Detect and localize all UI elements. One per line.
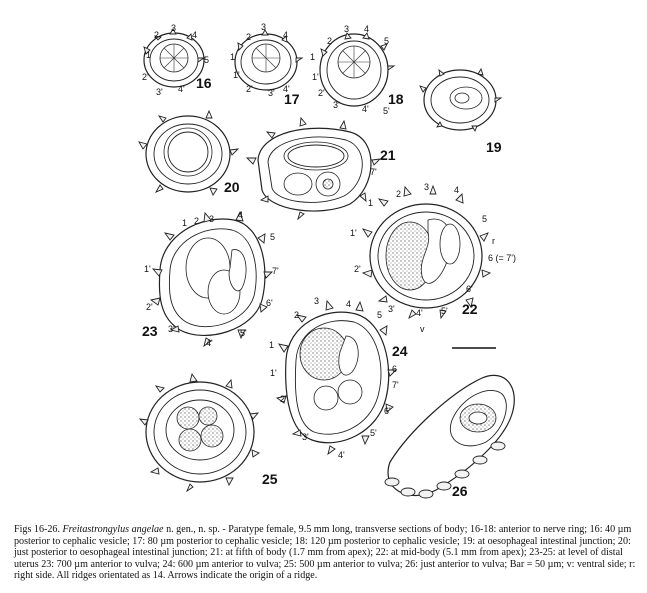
- svg-text:2: 2: [327, 36, 333, 46]
- svg-text:4': 4': [283, 84, 290, 94]
- svg-text:5: 5: [377, 310, 383, 320]
- svg-text:5': 5': [383, 106, 390, 116]
- fig-16-ridge-labels: 2: [154, 30, 160, 40]
- svg-text:1: 1: [182, 218, 188, 228]
- svg-text:19: 19: [486, 139, 502, 155]
- figure-26: [385, 375, 514, 499]
- svg-text:3: 3: [344, 24, 350, 34]
- svg-text:5: 5: [204, 55, 210, 65]
- svg-text:1': 1': [233, 70, 240, 80]
- svg-text:7': 7': [392, 380, 399, 390]
- svg-text:2: 2: [194, 216, 200, 226]
- svg-text:2: 2: [294, 310, 300, 320]
- svg-text:1': 1': [312, 72, 319, 82]
- svg-text:4': 4': [338, 450, 345, 460]
- svg-text:4: 4: [346, 299, 352, 309]
- caption-species: Freitastrongylus angelae: [62, 524, 164, 535]
- svg-text:3': 3': [333, 100, 340, 110]
- svg-text:2': 2': [246, 84, 253, 94]
- svg-text:7': 7': [370, 167, 377, 177]
- svg-text:22: 22: [462, 301, 478, 317]
- svg-text:3': 3': [268, 88, 275, 98]
- svg-text:17: 17: [284, 91, 300, 107]
- svg-text:2': 2': [318, 88, 325, 98]
- svg-text:4: 4: [192, 30, 198, 40]
- svg-text:3': 3': [168, 324, 175, 334]
- svg-text:4: 4: [364, 24, 370, 34]
- svg-text:1: 1: [146, 50, 152, 60]
- svg-text:1: 1: [230, 52, 236, 62]
- svg-text:1: 1: [269, 340, 275, 350]
- figure-25: [140, 374, 278, 491]
- svg-text:2': 2': [142, 72, 149, 82]
- svg-text:21: 21: [380, 147, 396, 163]
- svg-text:6': 6': [384, 406, 391, 416]
- svg-text:5: 5: [270, 232, 276, 242]
- svg-text:20: 20: [224, 179, 240, 195]
- svg-text:3': 3': [156, 87, 163, 97]
- figure-18: [310, 24, 404, 116]
- svg-text:24: 24: [392, 343, 408, 359]
- svg-text:23: 23: [142, 323, 158, 339]
- svg-text:4': 4': [362, 104, 369, 114]
- svg-text:3: 3: [424, 182, 430, 192]
- figure-23: [142, 210, 279, 348]
- svg-text:4': 4': [416, 308, 423, 318]
- svg-text:2': 2': [280, 394, 287, 404]
- svg-text:3: 3: [261, 22, 267, 32]
- svg-text:6': 6': [466, 284, 473, 294]
- svg-text:v: v: [420, 324, 425, 334]
- svg-text:1': 1': [270, 368, 277, 378]
- svg-text:2: 2: [246, 32, 252, 42]
- svg-text:4: 4: [283, 30, 289, 40]
- figure-17: [230, 22, 302, 107]
- svg-text:1': 1': [144, 264, 151, 274]
- svg-text:2: 2: [396, 189, 402, 199]
- svg-text:5: 5: [384, 36, 390, 46]
- svg-text:18: 18: [388, 91, 404, 107]
- caption-prefix: Figs 16-26.: [14, 524, 63, 535]
- svg-text:3': 3': [302, 432, 309, 442]
- svg-text:6: 6: [392, 364, 398, 374]
- svg-text:2': 2': [354, 264, 361, 274]
- svg-text:7': 7': [272, 266, 279, 276]
- figure-16: [142, 23, 212, 97]
- svg-text:3': 3': [388, 304, 395, 314]
- svg-text:4: 4: [454, 185, 460, 195]
- svg-text:1': 1': [350, 228, 357, 238]
- svg-text:6 (= 7'): 6 (= 7'): [488, 253, 516, 263]
- svg-text:r: r: [492, 236, 495, 246]
- figure-19: [420, 69, 502, 155]
- svg-text:1: 1: [310, 52, 316, 62]
- svg-text:3: 3: [171, 23, 177, 33]
- svg-text:3: 3: [314, 296, 320, 306]
- svg-text:3: 3: [209, 214, 215, 224]
- svg-text:25: 25: [262, 471, 278, 487]
- svg-text:4': 4': [178, 84, 185, 94]
- svg-text:5': 5': [441, 306, 448, 316]
- svg-text:5: 5: [482, 214, 488, 224]
- svg-text:5': 5': [240, 328, 247, 338]
- svg-text:2': 2': [146, 302, 153, 312]
- figure-caption: [14, 524, 639, 582]
- figure-22: [350, 182, 516, 334]
- svg-text:5': 5': [370, 428, 377, 438]
- svg-text:1: 1: [368, 198, 374, 208]
- svg-text:26: 26: [452, 483, 468, 499]
- caption-body: n. gen., n. sp. - Paratype female, 9.5 mm long, transverse sections of body; 16-18: anterior to nerve ring; 16: 40 µm posterior to cephalic vesicle; 17: 80 µm posterior to cephalic vesicle; 18: 120 µm posterior to cephalic vesicle; 19: at oesophageal intestinal junction; 20: just posterior to oesophageal intestinal junction; 21: at fifth of body (1.7 mm from apex); 22: at mid-body (5.1 mm from apex); 23-25: at level of distal uterus 23: 700 µm anterior to vulva; 24: 600 µm anterior to vulva; 25: 500 µm anterior to vulva; 26: just anterior to vulva; Bar = 50 µm; v: ventral side; r: right side. All ridges orientated as 14. Arrows indicate the origin of a ridge.: [14, 524, 636, 582]
- svg-text:4': 4': [206, 338, 213, 348]
- figure-21: [247, 118, 396, 219]
- svg-text:4: 4: [238, 210, 244, 220]
- figure-24: [269, 296, 408, 460]
- svg-text:6': 6': [266, 298, 273, 308]
- fig-16-number: 16: [196, 75, 212, 91]
- figure-20: [139, 111, 240, 195]
